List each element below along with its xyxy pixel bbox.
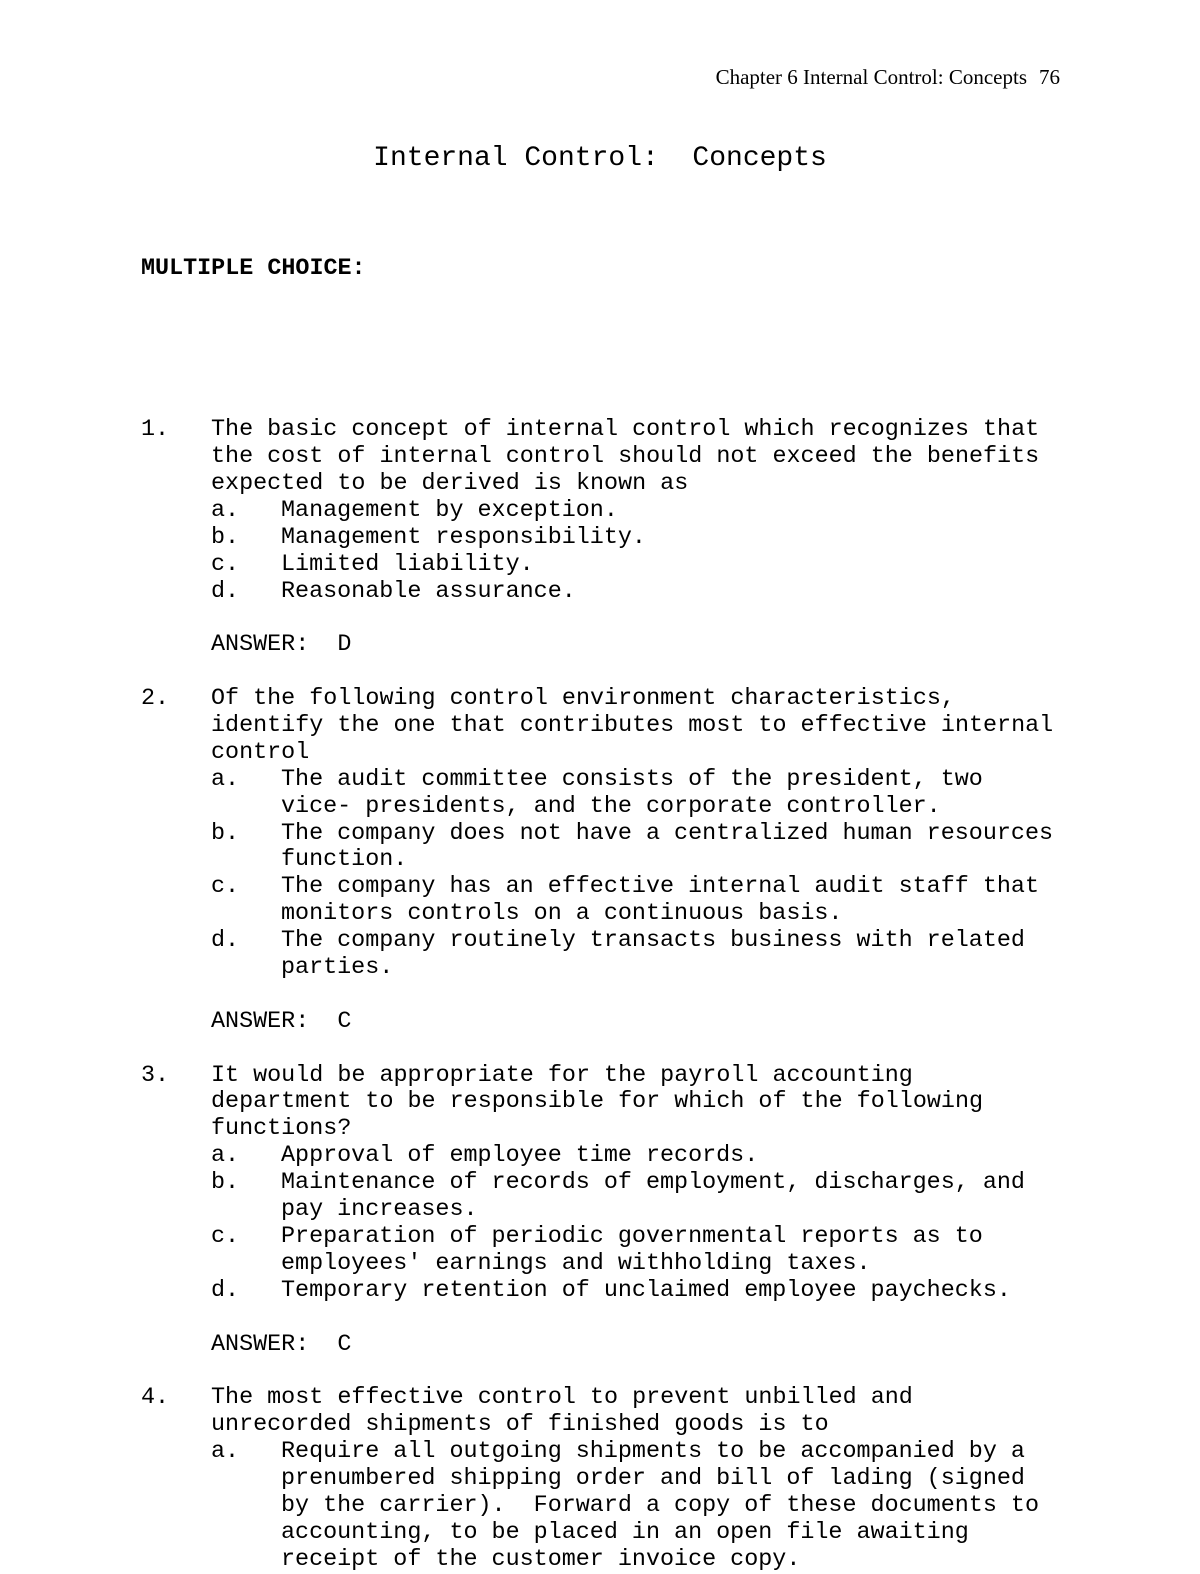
option-text: Maintenance of records of employment, discharges, and [281, 1170, 1025, 1197]
question-stem-text: Of the following control environment characteristics, [211, 686, 955, 713]
blank-line [141, 982, 1101, 1009]
answer-line [141, 1009, 1101, 1036]
question-stem-line [141, 1412, 1101, 1439]
answer-option-line [141, 1466, 1101, 1493]
answer-option-line [141, 874, 1101, 901]
question-stem-text: control [211, 739, 310, 766]
answer-option-line [141, 1493, 1101, 1520]
answer-label: ANSWER: [211, 1008, 310, 1035]
option-text: pay increases. [281, 1197, 478, 1224]
answer-block [141, 632, 351, 659]
answer-option-line [141, 1197, 1101, 1224]
option-text: Require all outgoing shipments to be accompanied by a [281, 1439, 1025, 1466]
option-letter: b. [211, 1170, 240, 1197]
option-text: Management by exception. [281, 497, 618, 524]
blank-line [141, 1036, 1101, 1063]
answer-option-line [141, 525, 1101, 552]
option-letter: c. [211, 551, 240, 578]
answer-option-line [141, 794, 1101, 821]
question-stem-line [141, 1385, 1101, 1412]
answer-option-line [141, 1278, 1101, 1305]
answer-block [141, 1332, 351, 1359]
question-number: 1. [141, 417, 170, 444]
option-text: Management responsibility. [281, 524, 646, 551]
answer-option-line [141, 1520, 1101, 1547]
answer-option-line [141, 1439, 1101, 1466]
question-stem-line [141, 740, 1101, 767]
answer-option-line [141, 821, 1101, 848]
question-list [141, 202, 1101, 1574]
answer-value: C [337, 1008, 352, 1035]
blank-line [141, 337, 1101, 364]
option-letter: d. [211, 928, 240, 955]
question-stem-text: The most effective control to prevent unbilled and [211, 1385, 913, 1412]
answer-option-line [141, 847, 1101, 874]
option-letter: a. [211, 1439, 240, 1466]
option-text: Reasonable assurance. [281, 578, 576, 605]
question-number: 2. [141, 686, 170, 713]
option-text: The company routinely transacts business with related [281, 928, 1025, 955]
option-letter: d. [211, 578, 240, 605]
question-stem-line [141, 686, 1101, 713]
section-heading: MULTIPLE CHOICE: [141, 255, 366, 282]
question-stem-text: the cost of internal control should not exceed the benefits [211, 444, 1040, 471]
question-stem-text: department to be responsible for which of the following [211, 1089, 984, 1116]
option-letter: a. [211, 497, 240, 524]
answer-option-line [141, 1251, 1101, 1278]
answer-value: C [337, 1331, 352, 1358]
question-stem-text: identify the one that contributes most to effective internal [211, 713, 1054, 740]
option-text: accounting, to be placed in an open file awaiting [281, 1519, 969, 1546]
answer-label: ANSWER: [211, 1331, 310, 1358]
question-number: 3. [141, 1062, 170, 1089]
option-text: monitors controls on a continuous basis. [281, 901, 843, 928]
question-stem-line [141, 417, 1101, 444]
running-header-title: Chapter 6 Internal Control: Concepts [715, 65, 1027, 89]
running-header [716, 62, 1060, 92]
blank-line [141, 605, 1101, 632]
blank-line [141, 1305, 1101, 1332]
option-letter: c. [211, 1223, 240, 1250]
answer-option-line [141, 579, 1101, 606]
option-text: The company has an effective internal audit staff that [281, 874, 1039, 901]
answer-line [141, 1332, 1101, 1359]
answer-option-line [141, 901, 1101, 928]
option-letter: c. [211, 874, 240, 901]
answer-option-line [141, 1143, 1101, 1170]
option-text: Approval of employee time records. [281, 1143, 759, 1170]
answer-option-line [141, 955, 1101, 982]
answer-option-line [141, 498, 1101, 525]
answer-option-line [141, 552, 1101, 579]
answer-block [141, 1009, 351, 1036]
question-stem-line [141, 1063, 1101, 1090]
option-text: Limited liability. [281, 551, 534, 578]
page-number: 76 [1039, 65, 1060, 89]
question-stem-text: The basic concept of internal control which recognizes that [211, 417, 1040, 444]
answer-option-line [141, 928, 1101, 955]
option-text: vice- presidents, and the corporate controller. [281, 793, 941, 820]
answer-label: ANSWER: [211, 632, 310, 659]
question-stem-line [141, 1089, 1101, 1116]
question-stem-line [141, 713, 1101, 740]
option-letter: d. [211, 1277, 240, 1304]
answer-option-line [141, 1224, 1101, 1251]
answer-option-line [141, 1170, 1101, 1197]
question-number: 4. [141, 1385, 170, 1412]
option-text: Temporary retention of unclaimed employee paychecks. [281, 1277, 1011, 1304]
option-letter: a. [211, 766, 240, 793]
answer-option-line [141, 767, 1101, 794]
blank-line [141, 1358, 1101, 1385]
option-letter: a. [211, 1143, 240, 1170]
question-stem-line [141, 471, 1101, 498]
question-stem-text: It would be appropriate for the payroll accounting [211, 1062, 913, 1089]
blank-line [141, 659, 1101, 686]
option-text: function. [281, 847, 408, 874]
option-text: prenumbered shipping order and bill of lading (signed [281, 1465, 1025, 1492]
option-text: by the carrier). Forward a copy of these documents to [281, 1492, 1039, 1519]
question-stem-text: unrecorded shipments of finished goods is to [211, 1412, 829, 1439]
answer-value: D [337, 632, 352, 659]
option-text: Preparation of periodic governmental reports as to [281, 1223, 983, 1250]
option-letter: b. [211, 820, 240, 847]
option-letter: b. [211, 524, 240, 551]
question-stem-line [141, 444, 1101, 471]
option-text: employees' earnings and withholding taxes. [281, 1250, 871, 1277]
document-title: Internal Control: Concepts [373, 143, 827, 174]
question-stem-text: functions? [211, 1116, 352, 1143]
option-text: The audit committee consists of the president, two [281, 766, 983, 793]
question-stem-text: expected to be derived is known as [211, 471, 689, 497]
answer-option-line [141, 1547, 1101, 1574]
option-text: parties. [281, 955, 394, 982]
question-stem-line [141, 1116, 1101, 1143]
option-text: The company does not have a centralized human resources [281, 820, 1054, 847]
answer-line [141, 632, 1101, 659]
option-text: receipt of the customer invoice copy. [281, 1546, 801, 1573]
